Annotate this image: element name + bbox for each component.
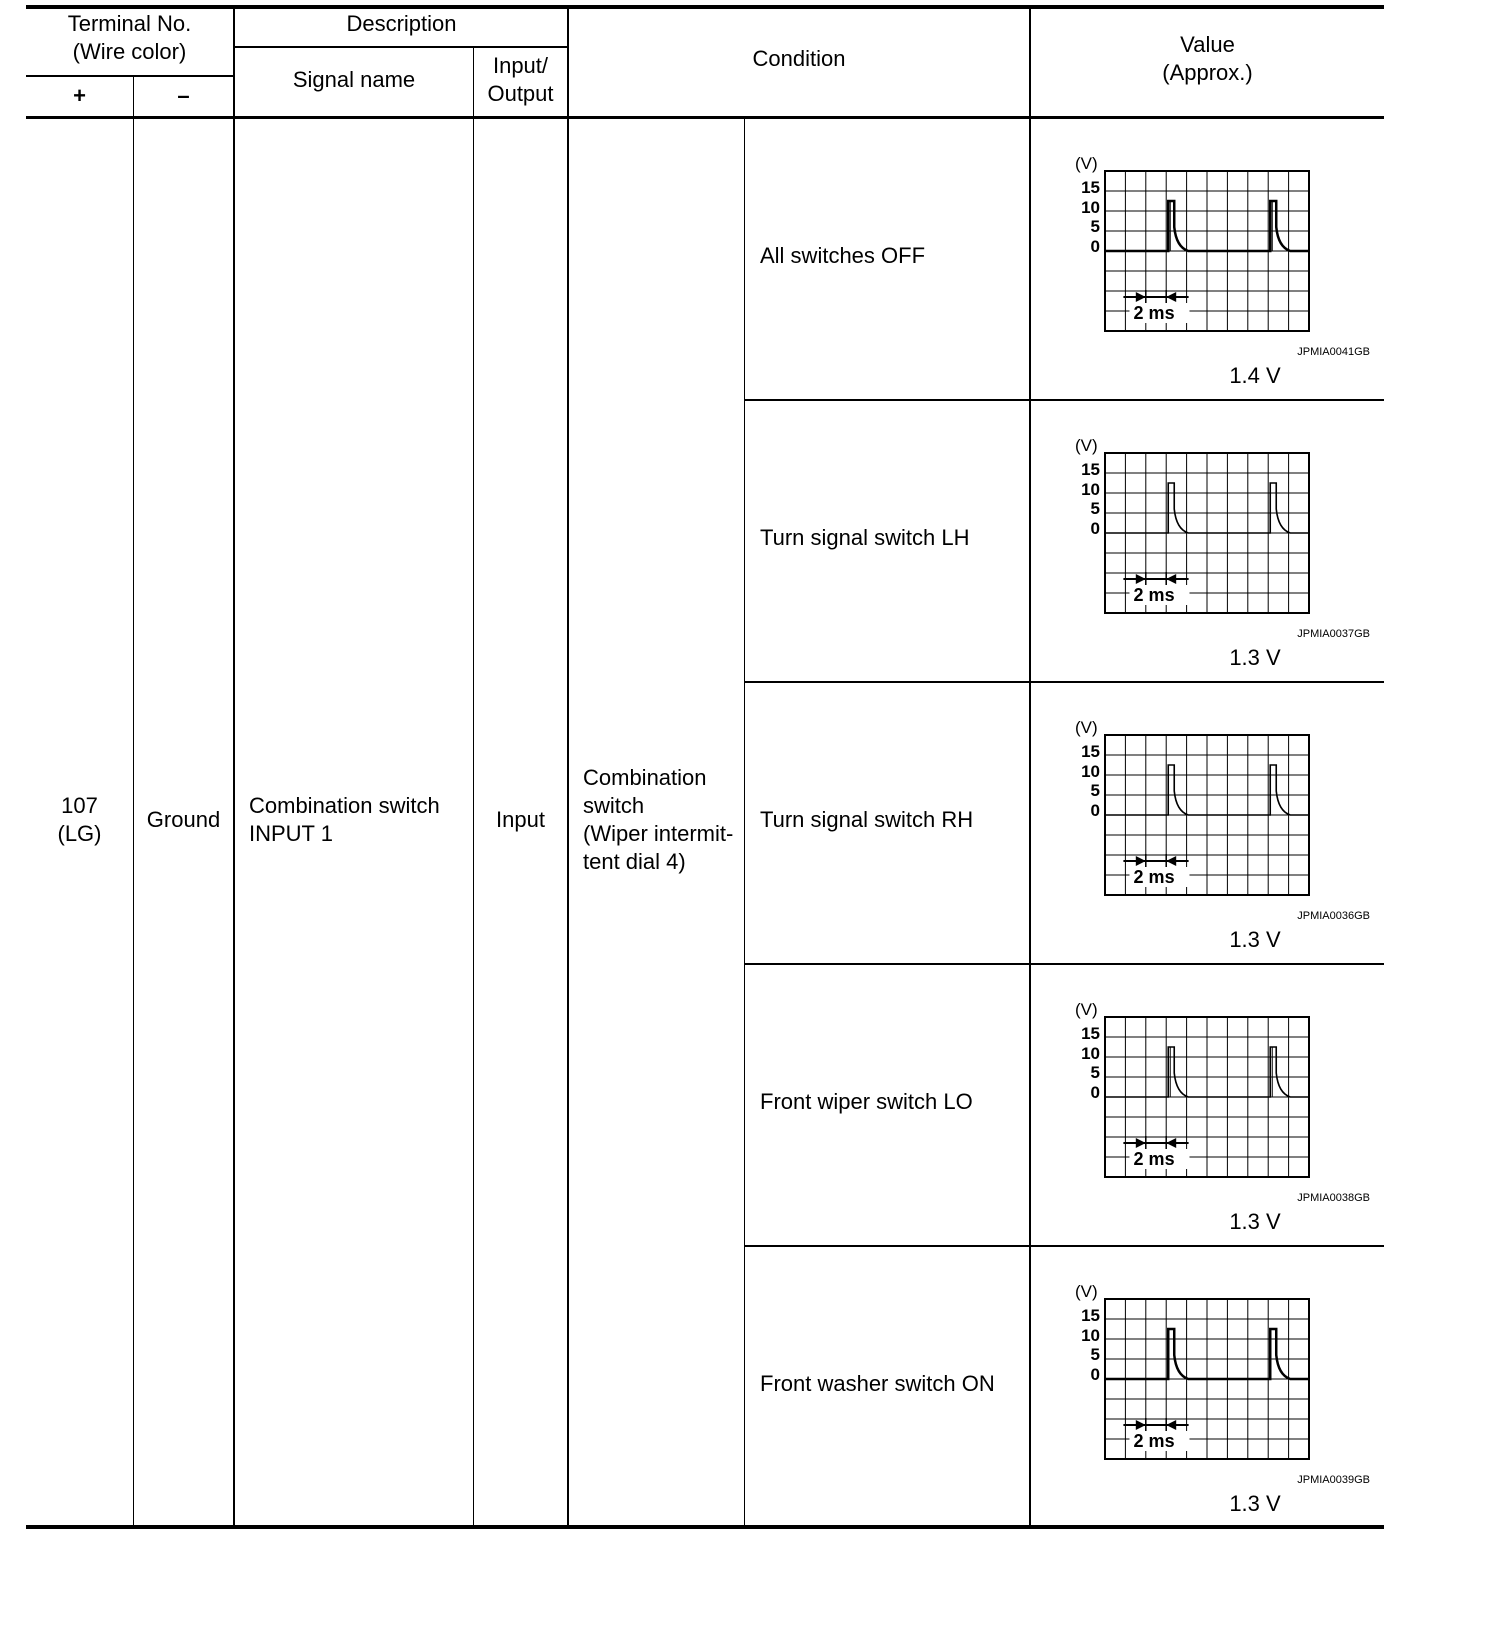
row-divider-2 bbox=[744, 681, 1384, 683]
time-scale-label: 2 ms bbox=[1133, 867, 1175, 887]
axis-tick-label: 10 bbox=[1081, 762, 1100, 781]
header-value-line2: (Approx.) bbox=[1162, 60, 1253, 85]
axis-unit-label: (V) bbox=[1075, 718, 1098, 737]
figure-code: JPMIA0041GB bbox=[1297, 346, 1370, 358]
axis-unit-label: (V) bbox=[1075, 1282, 1098, 1301]
col-rule-5 bbox=[744, 117, 745, 1526]
figure-code: JPMIA0039GB bbox=[1297, 1474, 1370, 1486]
col-rule-6 bbox=[1029, 7, 1031, 1526]
time-scale-label: 2 ms bbox=[1133, 303, 1175, 323]
col-rule-3 bbox=[473, 46, 474, 1526]
axis-tick-label: 5 bbox=[1090, 781, 1100, 800]
oscilloscope-graph bbox=[1071, 153, 1373, 353]
axis-tick-label: 10 bbox=[1081, 480, 1100, 499]
header-io-line2: Output bbox=[487, 81, 554, 106]
col-rule-1 bbox=[133, 77, 134, 1526]
terminal-plus-number: 107 bbox=[61, 793, 98, 818]
sub-condition-label: Front wiper switch LO bbox=[760, 1089, 973, 1114]
condition-main-line4: tent dial 4) bbox=[583, 849, 686, 874]
header-bottom-rule bbox=[26, 116, 1384, 119]
header-plus: + bbox=[73, 83, 86, 108]
figure-code: JPMIA0037GB bbox=[1297, 628, 1370, 640]
oscilloscope-graph bbox=[1071, 999, 1373, 1199]
approx-value: 1.3 V bbox=[1229, 645, 1281, 670]
axis-tick-label: 5 bbox=[1090, 1063, 1100, 1082]
sub-condition-label: Turn signal switch LH bbox=[760, 525, 970, 550]
time-scale-arrow-right bbox=[1136, 1420, 1146, 1430]
axis-tick-label: 0 bbox=[1090, 1083, 1100, 1102]
axis-tick-label: 15 bbox=[1081, 1306, 1100, 1325]
time-scale-label: 2 ms bbox=[1133, 1149, 1175, 1169]
col-rule-4 bbox=[567, 7, 569, 1526]
header-value-line1: Value bbox=[1180, 32, 1235, 57]
axis-tick-label: 10 bbox=[1081, 1326, 1100, 1345]
header-minus: – bbox=[177, 83, 190, 108]
header-rule-description bbox=[233, 46, 568, 48]
time-scale-arrow-left bbox=[1166, 1420, 1176, 1430]
axis-tick-label: 10 bbox=[1081, 198, 1100, 217]
time-scale-arrow-left bbox=[1166, 292, 1176, 302]
row-divider-3 bbox=[744, 963, 1384, 965]
time-scale-arrow-right bbox=[1136, 292, 1146, 302]
oscilloscope-graph bbox=[1071, 717, 1373, 917]
terminal-plus-wire-color: (LG) bbox=[57, 821, 102, 846]
header-terminal-no: Terminal No. bbox=[67, 11, 192, 36]
condition-main-line1: Combination bbox=[583, 765, 707, 790]
axis-unit-label: (V) bbox=[1075, 1000, 1098, 1019]
header-condition: Condition bbox=[752, 46, 846, 71]
approx-value: 1.3 V bbox=[1229, 927, 1281, 952]
row-divider-1 bbox=[744, 399, 1384, 401]
sub-condition-label: All switches OFF bbox=[760, 243, 926, 268]
axis-tick-label: 15 bbox=[1081, 460, 1100, 479]
header-io-line1: Input/ bbox=[492, 53, 549, 78]
axis-tick-label: 5 bbox=[1090, 217, 1100, 236]
axis-tick-label: 5 bbox=[1090, 1345, 1100, 1364]
axis-tick-label: 5 bbox=[1090, 499, 1100, 518]
header-wire-color: (Wire color) bbox=[72, 39, 187, 64]
approx-value: 1.3 V bbox=[1229, 1491, 1281, 1516]
time-scale-arrow-right bbox=[1136, 574, 1146, 584]
time-scale-arrow-left bbox=[1166, 1138, 1176, 1148]
header-rule-terminal bbox=[26, 75, 233, 77]
row-divider-4 bbox=[744, 1245, 1384, 1247]
terminal-minus: Ground bbox=[146, 807, 221, 832]
col-rule-2 bbox=[233, 7, 235, 1526]
approx-value: 1.3 V bbox=[1229, 1209, 1281, 1234]
time-scale-arrow-right bbox=[1136, 1138, 1146, 1148]
axis-tick-label: 0 bbox=[1090, 1365, 1100, 1384]
axis-tick-label: 15 bbox=[1081, 742, 1100, 761]
axis-tick-label: 0 bbox=[1090, 237, 1100, 256]
axis-tick-label: 15 bbox=[1081, 1024, 1100, 1043]
signal-name-line2: INPUT 1 bbox=[249, 821, 333, 846]
oscilloscope-graph bbox=[1071, 435, 1373, 635]
time-scale-arrow-left bbox=[1166, 574, 1176, 584]
condition-main-line3: (Wiper intermit- bbox=[583, 821, 734, 846]
sub-condition-label: Front washer switch ON bbox=[760, 1371, 995, 1396]
time-scale-arrow-right bbox=[1136, 856, 1146, 866]
time-scale-arrow-left bbox=[1166, 856, 1176, 866]
figure-code: JPMIA0038GB bbox=[1297, 1192, 1370, 1204]
axis-unit-label: (V) bbox=[1075, 436, 1098, 455]
input-output: Input bbox=[496, 807, 545, 832]
table-top-rule bbox=[26, 5, 1384, 9]
axis-tick-label: 0 bbox=[1090, 801, 1100, 820]
table-bottom-rule bbox=[26, 1525, 1384, 1529]
axis-tick-label: 0 bbox=[1090, 519, 1100, 538]
header-signal-name: Signal name bbox=[292, 67, 416, 92]
signal-name-line1: Combination switch bbox=[249, 793, 440, 818]
oscilloscope-graph bbox=[1071, 1281, 1373, 1481]
figure-code: JPMIA0036GB bbox=[1297, 910, 1370, 922]
approx-value: 1.4 V bbox=[1229, 363, 1281, 388]
axis-unit-label: (V) bbox=[1075, 154, 1098, 173]
time-scale-label: 2 ms bbox=[1133, 585, 1175, 605]
sub-condition-label: Turn signal switch RH bbox=[760, 807, 974, 832]
axis-tick-label: 10 bbox=[1081, 1044, 1100, 1063]
axis-tick-label: 15 bbox=[1081, 178, 1100, 197]
condition-main-line2: switch bbox=[583, 793, 645, 818]
time-scale-label: 2 ms bbox=[1133, 1431, 1175, 1451]
header-description: Description bbox=[346, 11, 457, 36]
